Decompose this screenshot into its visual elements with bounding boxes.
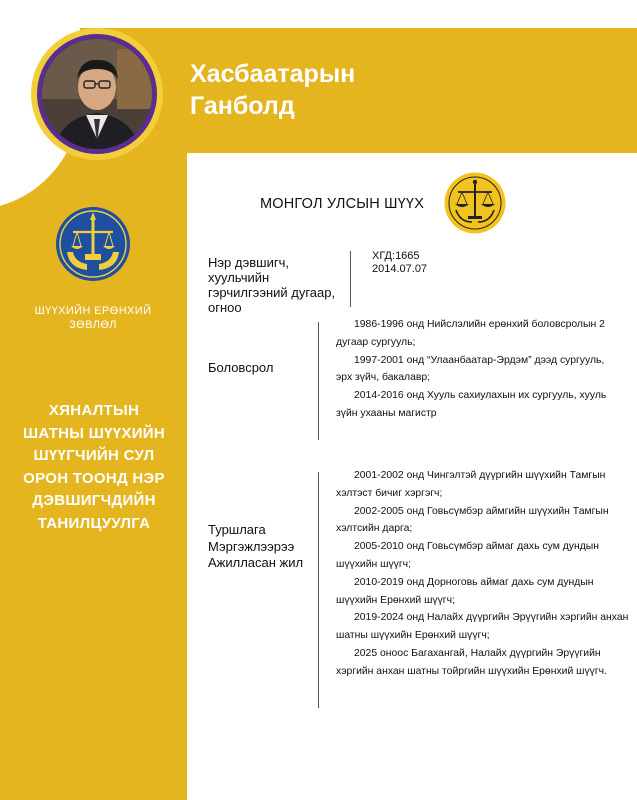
court-council-emblem-icon (51, 202, 135, 286)
candidate-name (190, 58, 355, 122)
license-date: 2014.07.07 (372, 263, 428, 275)
name-line-1: Хасбаатарын (190, 60, 356, 88)
education-item: 1986-1996 онд Нийслэлийн ерөнхий боловсролын 2 дугаар сургууль; (336, 319, 605, 348)
council-name (20, 304, 166, 332)
experience-label-line: Туршлага (208, 522, 266, 537)
education-divider (318, 322, 319, 440)
license-label-line: хуульчийн (208, 270, 270, 285)
court-title: МОНГОЛ УЛСЫН ШҮҮХ (260, 196, 425, 212)
experience-divider (318, 472, 319, 708)
experience-label-line: Мэргэжлээрээ (208, 538, 295, 554)
council-line-1: ШҮҮХИЙН ЕРӨНХИЙ (34, 305, 152, 317)
name-line-2: Ганболд (190, 92, 295, 120)
education-list (336, 316, 620, 423)
license-label-line: огноо (208, 300, 242, 315)
council-line-2: ЗӨВЛӨЛ (69, 319, 117, 331)
introduction-heading (16, 400, 172, 535)
license-label-line: Нэр дэвшигч, (208, 255, 289, 270)
avatar (42, 39, 152, 149)
intro-line: ШАТНЫ ШҮҮХИЙН (22, 424, 166, 442)
scales-of-justice-icon (444, 172, 506, 234)
license-values (372, 250, 427, 276)
experience-item: 2025 оноос Багахангай, Налайх дүүргийн Эрүүгийн хэргийн анхан шатны тойргийн шүүхийн Ерөнхий шүүгч. (336, 647, 607, 677)
education-item: 2014-2016 онд Хууль сахиулахын их сургууль, хууль зүйн ухааны магистр (336, 390, 607, 419)
experience-label-line: Ажилласан жил (208, 555, 304, 570)
experience-item: 2005-2010 онд Говьсүмбэр аймаг дахь сум дундын шүүхийн шүүгч; (336, 541, 599, 570)
intro-line: ТАНИЛЦУУЛГА (37, 514, 151, 532)
experience-item: 2010-2019 онд Дорноговь аймаг дахь сум дундын шүүхийн Ерөнхий шүүгч; (336, 576, 594, 606)
license-label-line: гэрчилгээний дугаар, (208, 285, 336, 300)
intro-line: ДЭВШИГЧДИЙН (32, 492, 156, 509)
intro-line: ХЯНАЛТЫН (48, 402, 140, 419)
education-label: Боловсрол (208, 360, 274, 375)
intro-line: ОРОН ТООНД НЭР (23, 469, 165, 487)
license-divider (350, 251, 351, 307)
experience-item: 2001-2002 онд Чингэлтэй дүүргийн шүүхийн Тамгын хэлтэст бичиг хэргэгч; (336, 470, 606, 499)
experience-item: 2019-2024 онд Налайх дүүргийн Эрүүгийн хэргийн анхан шатны шүүхийн Ерөнхий шүүгч; (336, 612, 629, 642)
license-number: ХГД:1665 (372, 250, 420, 262)
experience-label (208, 522, 303, 572)
header-top-margin (0, 0, 637, 28)
intro-line: ШҮҮГЧИЙН СУЛ (33, 447, 155, 464)
portrait-image (42, 39, 152, 149)
experience-item: 2002-2005 онд Говьсүмбэр аймгийн шүүхийн Тамгын хэлтсийн дарга; (336, 505, 609, 535)
license-label (208, 255, 335, 315)
education-item: 1997-2001 онд “Улаанбаатар-Эрдэм” дээд сургууль, эрх зүйч, бакалавр; (336, 354, 605, 384)
experience-list (336, 467, 630, 681)
